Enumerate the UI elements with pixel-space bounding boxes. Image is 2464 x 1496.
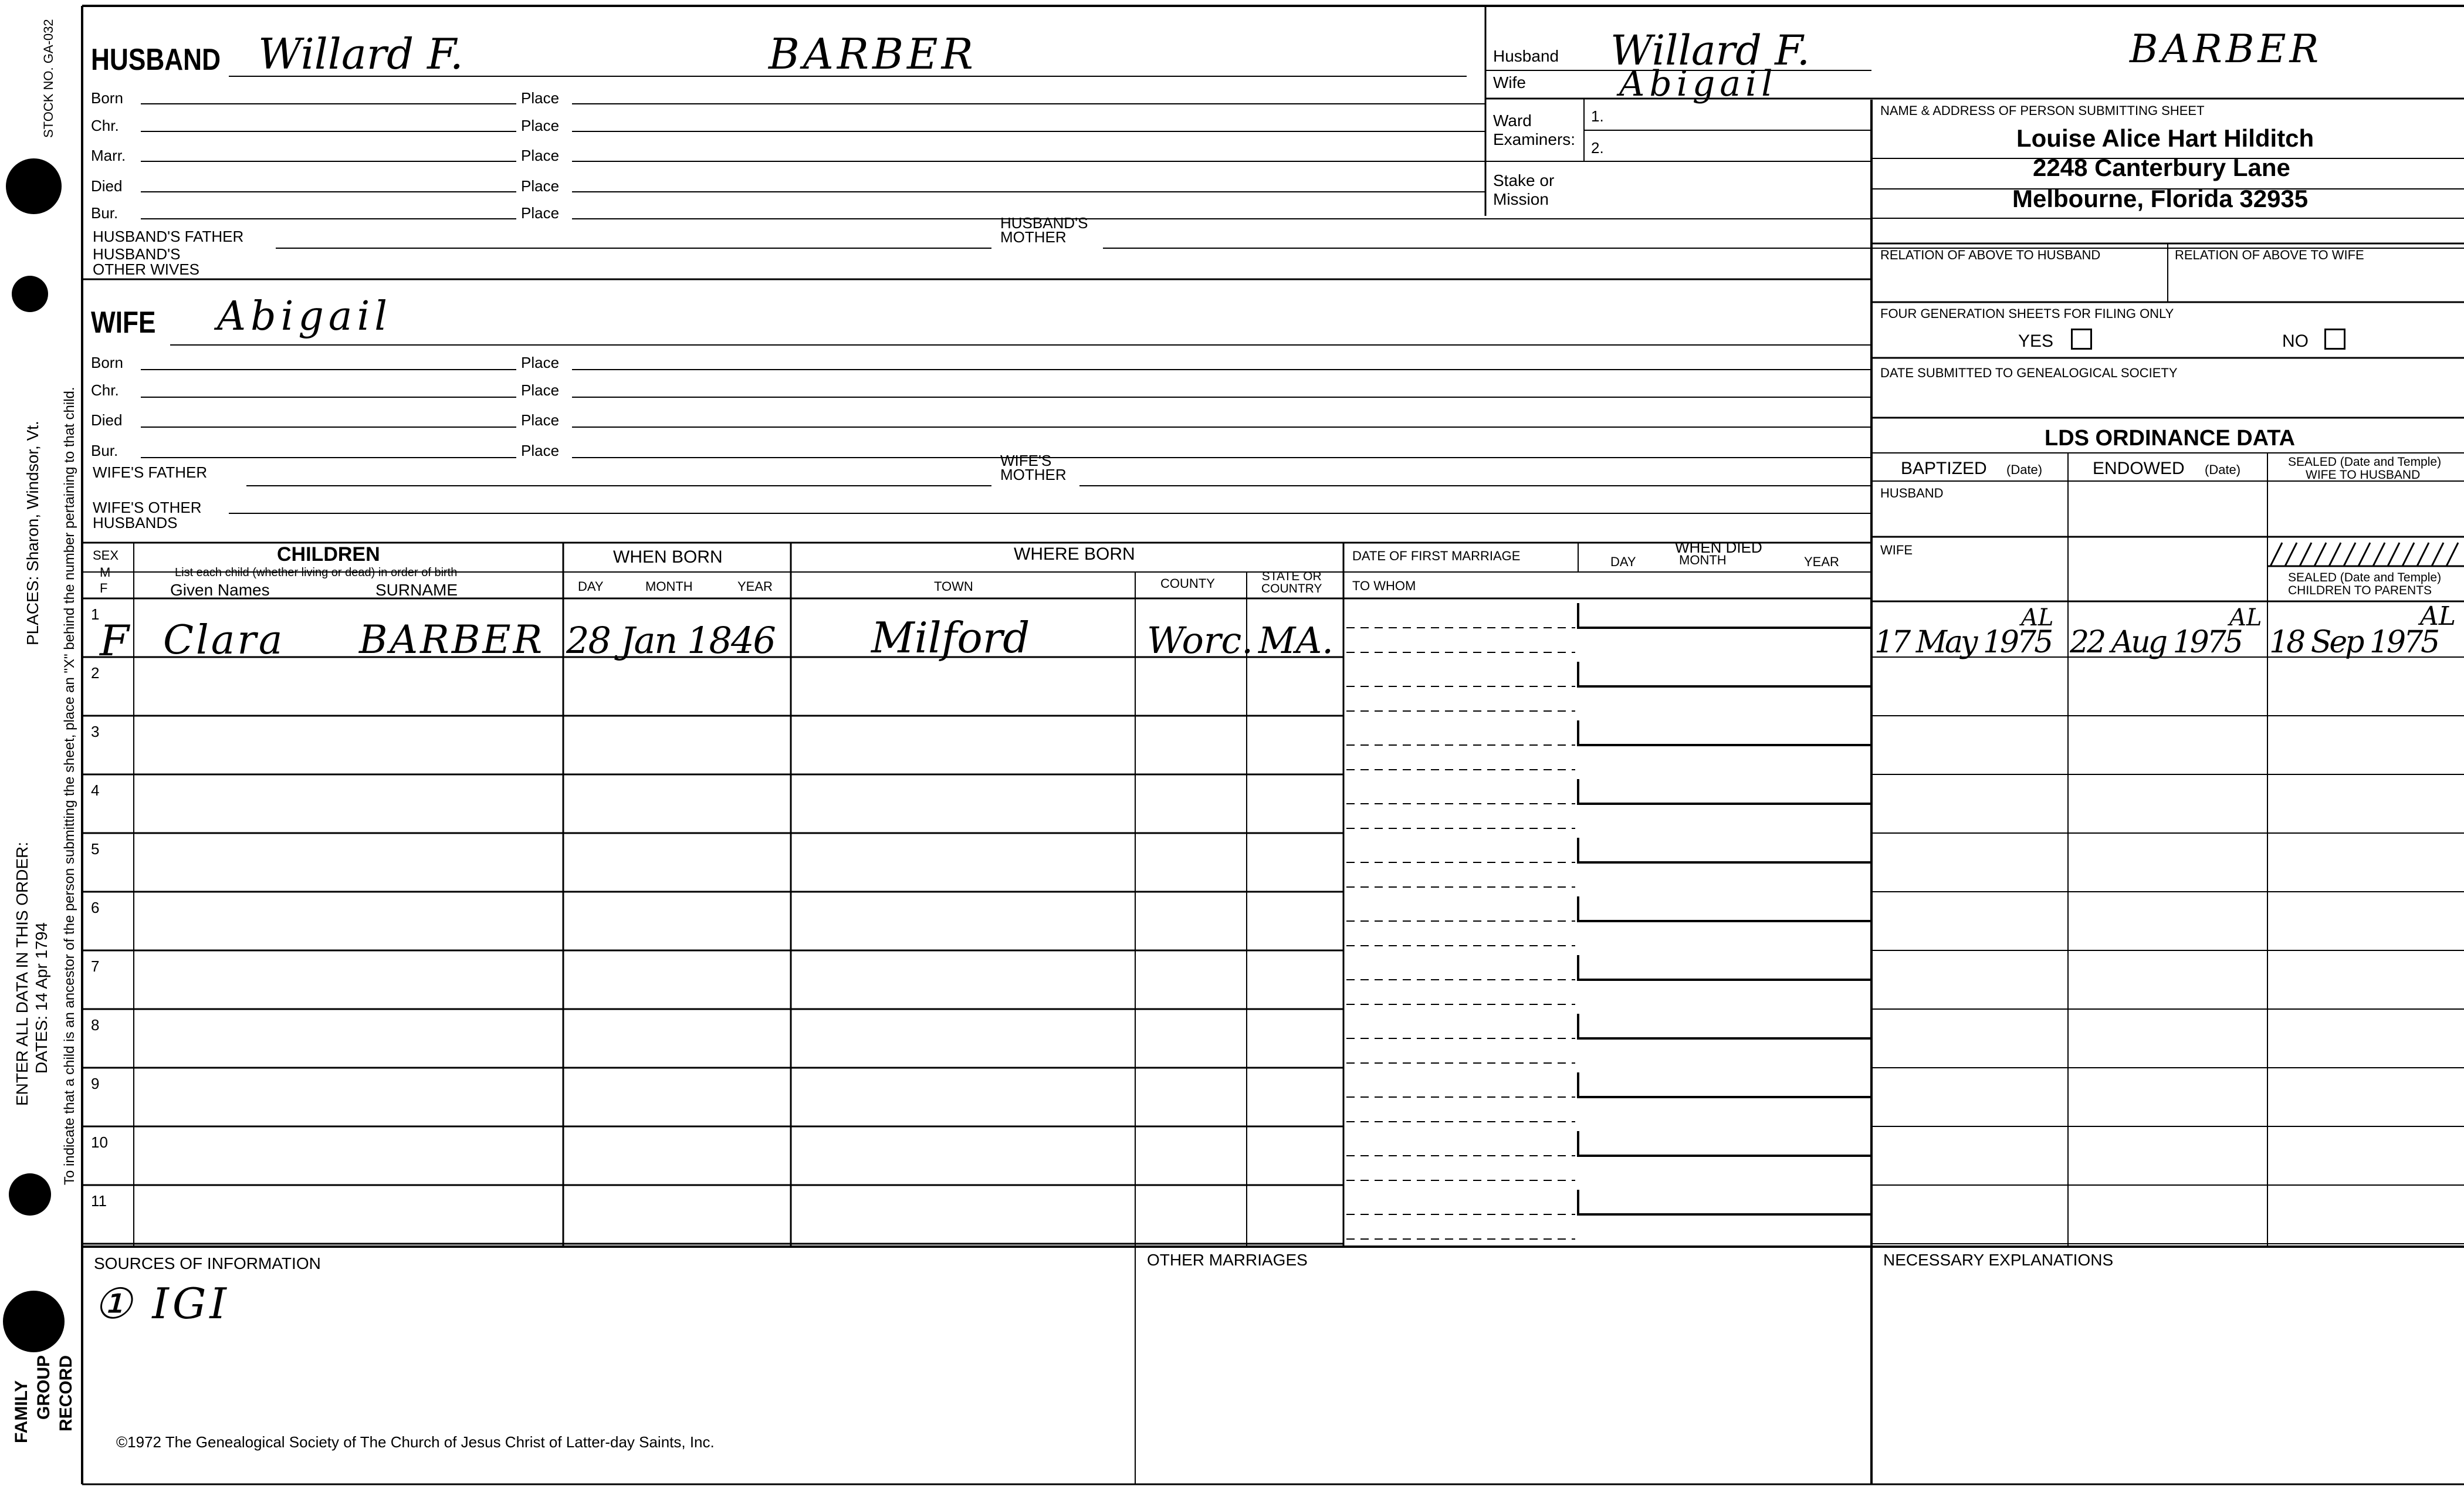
sealed-children-label-1: SEALED (Date and Temple): [2288, 571, 2442, 584]
copyright-notice: ©1972 The Genealogical Society of The Church of Jesus Christ of Latter-day Saints, Inc.: [116, 1433, 715, 1451]
yes-label: YES: [2018, 331, 2054, 351]
husband-place-label: Place: [521, 204, 560, 222]
wife-other-husbands-label: WIFE'S OTHER HUSBANDS: [93, 499, 202, 532]
death-date-line: [1578, 896, 1871, 921]
child-row-number: 1: [91, 605, 100, 623]
husband-place-label: Place: [521, 177, 560, 195]
given-names-header: Given Names: [170, 581, 270, 599]
wife-place-label: Place: [521, 442, 560, 459]
husband-place-label: Place: [521, 89, 560, 107]
child-1-county[interactable]: Worc.: [1147, 619, 1253, 662]
child-1-baptized[interactable]: 17 May 1975: [1874, 625, 2052, 660]
death-date-line: [1578, 955, 1871, 980]
husband-mother-label: HUSBAND'S MOTHER: [1000, 214, 1088, 246]
wife-father-label: WIFE'S FATHER: [93, 463, 208, 481]
child-row-number: 6: [91, 899, 100, 916]
relation-wife-label: RELATION OF ABOVE TO WIFE: [2175, 248, 2364, 262]
binder-hole-2: [12, 276, 48, 312]
sealed-children-label-2: CHILDREN TO PARENTS: [2288, 584, 2432, 597]
sex-header: SEX: [93, 548, 119, 563]
baptized-label: BAPTIZED: [1901, 459, 1987, 478]
husband-row-label: Born: [91, 89, 123, 107]
child-row-number: 5: [91, 840, 100, 858]
death-date-line: [1578, 662, 1871, 686]
children-header: CHILDREN: [277, 543, 380, 566]
record-title-family: FAMILY: [12, 1380, 31, 1443]
record-title-group: GROUP: [34, 1355, 53, 1420]
death-date-line: [1578, 603, 1871, 628]
death-date-line: [1578, 779, 1871, 804]
lds-title: LDS ORDINANCE DATA: [2045, 426, 2296, 451]
lds-husband-row: HUSBAND: [1880, 486, 1944, 500]
examiner-1[interactable]: 1.: [1591, 107, 1604, 125]
child-row-number: 11: [91, 1192, 107, 1210]
submitter-street[interactable]: 2248 Canterbury Lane: [2033, 154, 2290, 181]
sex-f-header: F: [100, 581, 108, 595]
child-row-number: 2: [91, 664, 100, 682]
sources-value[interactable]: ① IGI: [94, 1279, 230, 1328]
record-title-record: RECORD: [56, 1355, 76, 1431]
stock-number: STOCK NO. GA-032: [41, 19, 56, 138]
child-1-birth-date[interactable]: 28 Jan 1846: [566, 619, 775, 662]
husband-row-label: Marr.: [91, 147, 126, 164]
death-date-line: [1578, 1014, 1871, 1038]
child-row-number: 4: [91, 781, 100, 799]
endowed-date-label: (Date): [2205, 462, 2241, 477]
wife-row-label: Bur.: [91, 442, 119, 459]
died-month-header: MONTH: [1679, 553, 1727, 567]
wife-row-label: Chr.: [91, 381, 119, 399]
ref-husband-surname[interactable]: BARBER: [2130, 26, 2323, 72]
yes-checkbox[interactable]: [2071, 329, 2092, 350]
explanations-label: NECESSARY EXPLANATIONS: [1883, 1251, 2114, 1269]
husband-row-label: Died: [91, 177, 123, 195]
wife-place-label: Place: [521, 354, 560, 371]
child-row-number: 7: [91, 957, 100, 975]
child-1-baptized-temple[interactable]: AL: [2021, 604, 2054, 631]
husband-row-label: Bur.: [91, 204, 119, 222]
examiner-2[interactable]: 2.: [1591, 139, 1604, 157]
ref-husband-label: Husband: [1493, 47, 1559, 65]
lds-wife-row: WIFE: [1880, 543, 1913, 557]
wife-row-label: Born: [91, 354, 123, 371]
relation-husband-label: RELATION OF ABOVE TO HUSBAND: [1880, 248, 2101, 262]
binder-hole-1: [6, 158, 62, 214]
child-row-number: 10: [91, 1133, 108, 1151]
husband-place-label: Place: [521, 147, 560, 164]
ancestor-instruction: To indicate that a child is an ancestor of the person submitting the sheet, place an "X" behind the number pertaining to that child.: [62, 387, 77, 1185]
no-label: NO: [2282, 331, 2309, 351]
sex-m-header: M: [100, 565, 111, 580]
surname-header: SURNAME: [375, 581, 458, 599]
no-checkbox[interactable]: [2324, 329, 2345, 350]
died-day-header: DAY: [1610, 554, 1636, 569]
wife-mother-label: WIFE'S MOTHER: [1000, 452, 1067, 483]
child-1-given-name[interactable]: Clara: [163, 617, 285, 664]
child-row-number: 3: [91, 723, 100, 740]
submitter-name[interactable]: Louise Alice Hart Hilditch: [2016, 124, 2314, 152]
town-header: TOWN: [934, 579, 973, 594]
death-date-line: [1578, 1131, 1871, 1156]
child-1-endowed-temple[interactable]: AL: [2229, 604, 2262, 631]
sources-label: SOURCES OF INFORMATION: [94, 1254, 321, 1272]
wife-given-name[interactable]: Abigail: [217, 293, 392, 340]
death-date-line: [1578, 838, 1871, 862]
child-row-number: 8: [91, 1016, 100, 1034]
submitter-label: NAME & ADDRESS OF PERSON SUBMITTING SHEET: [1880, 103, 2205, 118]
born-year-header: YEAR: [737, 579, 773, 594]
born-month-header: MONTH: [645, 579, 693, 594]
husband-surname[interactable]: BARBER: [769, 29, 977, 79]
husband-given-name[interactable]: Willard F.: [258, 29, 463, 79]
died-year-header: YEAR: [1804, 554, 1839, 569]
child-1-town[interactable]: Milford: [871, 613, 1030, 662]
binder-hole-4: [3, 1291, 65, 1352]
child-1-sex[interactable]: F: [100, 616, 129, 665]
date-submitted-label: DATE SUBMITTED TO GENEALOGICAL SOCIETY: [1880, 365, 2178, 380]
child-1-sealed[interactable]: 18 Sep 1975: [2269, 625, 2438, 660]
ref-wife-label: Wife: [1493, 73, 1526, 92]
death-date-line: [1578, 1190, 1871, 1214]
child-1-sealed-temple[interactable]: AL: [2420, 601, 2456, 631]
ref-wife-value[interactable]: Abigail: [1619, 63, 1778, 104]
four-gen-label: FOUR GENERATION SHEETS FOR FILING ONLY: [1880, 306, 2174, 321]
child-1-state[interactable]: MA.: [1258, 619, 1333, 662]
husband-place-label: Place: [521, 117, 560, 134]
binder-hole-3: [9, 1173, 51, 1216]
endowed-label: ENDOWED: [2093, 459, 2185, 478]
child-row-number: 9: [91, 1075, 100, 1092]
death-date-line: [1578, 1072, 1871, 1097]
death-date-line: [1578, 720, 1871, 745]
sealed-wife-label-2: WIFE TO HUSBAND: [2306, 468, 2421, 482]
examiners-label: Examiners:: [1493, 130, 1576, 148]
children-note: List each child (whether living or dead) in order of birth: [175, 566, 458, 579]
husband-father-label: HUSBAND'S FATHER: [93, 228, 244, 245]
sealed-wife-label-1: SEALED (Date and Temple): [2288, 455, 2442, 469]
state-header: STATE OR COUNTRY: [1261, 570, 1322, 595]
wife-row-label: Died: [91, 411, 123, 429]
ward-label: Ward: [1493, 111, 1532, 130]
child-1-endowed[interactable]: 22 Aug 1975: [2070, 625, 2241, 660]
enter-order-note: ENTER ALL DATA IN THIS ORDER:: [13, 841, 31, 1106]
when-born-header: WHEN BORN: [613, 547, 723, 567]
places-note: PLACES: Sharon, Windsor, Vt.: [23, 421, 42, 645]
ref-husband-value[interactable]: Willard F.: [1610, 26, 1810, 75]
husband-heading: HUSBAND: [91, 43, 221, 77]
county-header: COUNTY: [1160, 576, 1215, 591]
husband-other-wives-label: HUSBAND'S OTHER WIVES: [93, 245, 200, 278]
when-died-header: WHEN DIED: [1675, 539, 1762, 556]
stake-label: Stake or Mission: [1493, 171, 1555, 208]
child-1-surname[interactable]: BARBER: [359, 617, 545, 662]
dates-note: DATES: 14 Apr 1794: [32, 922, 50, 1074]
wife-place-label: Place: [521, 411, 560, 429]
other-marriages-label: OTHER MARRIAGES: [1147, 1251, 1308, 1269]
born-day-header: DAY: [578, 579, 604, 594]
wife-place-label: Place: [521, 381, 560, 399]
wife-heading: WIFE: [91, 306, 156, 340]
first-marriage-header: DATE OF FIRST MARRIAGE: [1352, 549, 1521, 563]
submitter-city[interactable]: Melbourne, Florida 32935: [2012, 185, 2309, 212]
where-born-header: WHERE BORN: [1014, 544, 1135, 564]
to-whom-header: TO WHOM: [1352, 578, 1416, 593]
husband-row-label: Chr.: [91, 117, 119, 134]
baptized-date-label: (Date): [2006, 462, 2043, 477]
